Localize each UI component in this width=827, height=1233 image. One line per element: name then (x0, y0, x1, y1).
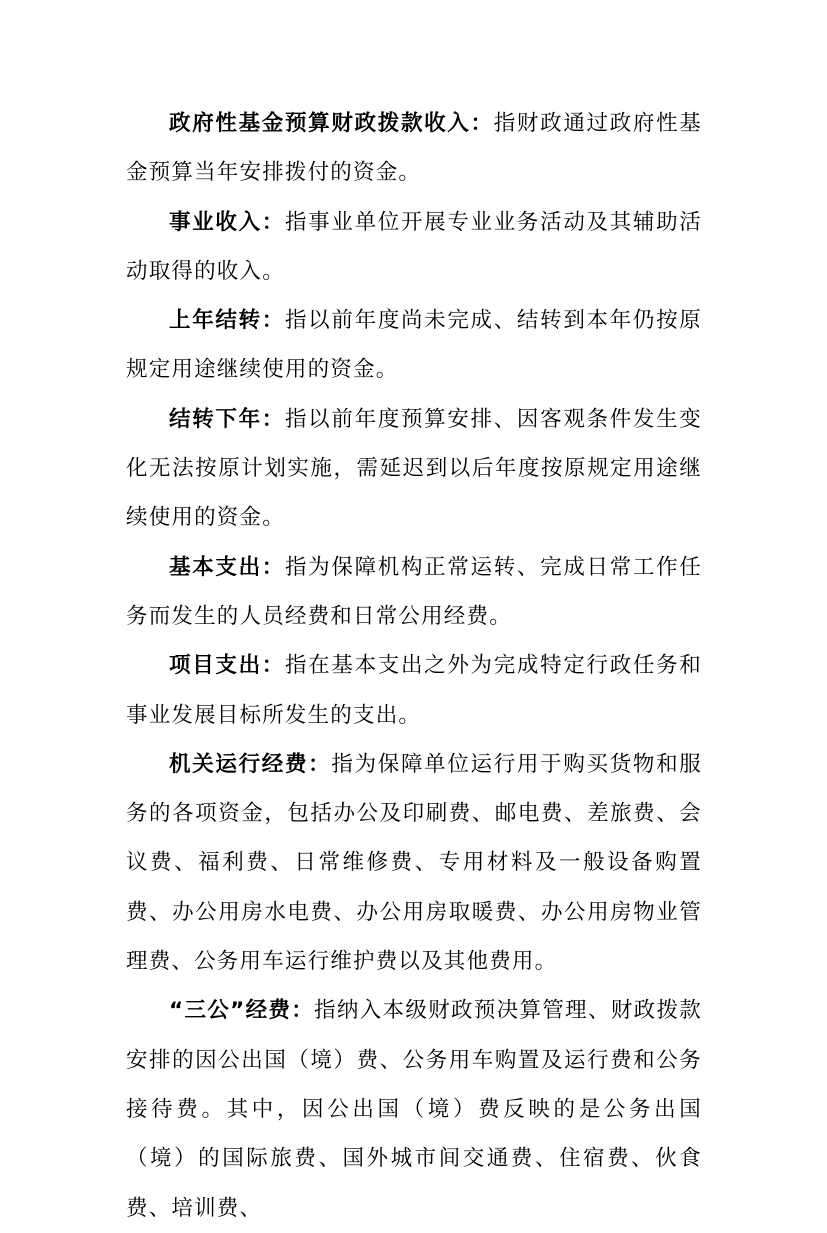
definition-term: 基本支出： (169, 554, 285, 580)
definition-text: 指为保障单位运行用于购买货物和服务的各项资金，包括办公及印刷费、邮电费、差旅费、会议费、福利费、日常维修费、专用材料及一般设备购置费、办公用房水电费、办公用房取暖费、办公用房物业管理费、公务用车运行维护费以及其他费用。 (126, 751, 703, 975)
definition-term: 机关运行经费： (169, 751, 332, 777)
definition-paragraph (126, 198, 702, 297)
definition-text: 指财政通过政府性基金预算当年安排拨付的资金。 (126, 111, 702, 186)
definition-term: 结转下年： (169, 406, 285, 432)
definition-paragraph (126, 99, 702, 198)
definition-paragraph (126, 986, 702, 1232)
definition-text: 指以前年度尚未完成、结转到本年仍按原规定用途继续使用的资金。 (126, 308, 702, 383)
definition-text: 指事业单位开展专业业务活动及其辅助活动取得的收入。 (126, 209, 702, 284)
definition-term: 项目支出： (169, 653, 285, 679)
definition-text: 指在基本支出之外为完成特定行政任务和事业发展目标所发生的支出。 (126, 653, 702, 728)
definition-paragraph (126, 740, 702, 986)
definition-text: 指为保障机构正常运转、完成日常工作任务而发生的人员经费和日常公用经费。 (126, 554, 702, 629)
definition-paragraph (126, 395, 702, 543)
definition-term: 政府性基金预算财政拨款收入： (169, 111, 494, 136)
definition-text: 指纳入本级财政预决算管理、财政拨款安排的因公出国（境）费、公务用车购置及运行费和公务接待费。其中，因公出国（境）费反映的是公务出国（境）的国际旅费、国外城市间交通费、住宿费、伙食费、培训费、 (126, 998, 702, 1221)
definition-term: “三公”经费： (169, 998, 315, 1024)
definition-term: 事业收入： (169, 209, 285, 235)
definition-paragraph (126, 543, 702, 642)
document-body (126, 99, 702, 1233)
definition-text: 指以前年度预算安排、因客观条件发生变化无法按原计划实施，需延迟到以后年度按原规定用途继续使用的资金。 (126, 406, 702, 531)
definition-term: 上年结转： (169, 308, 285, 334)
definition-paragraph (126, 296, 702, 395)
definition-paragraph (126, 641, 702, 740)
